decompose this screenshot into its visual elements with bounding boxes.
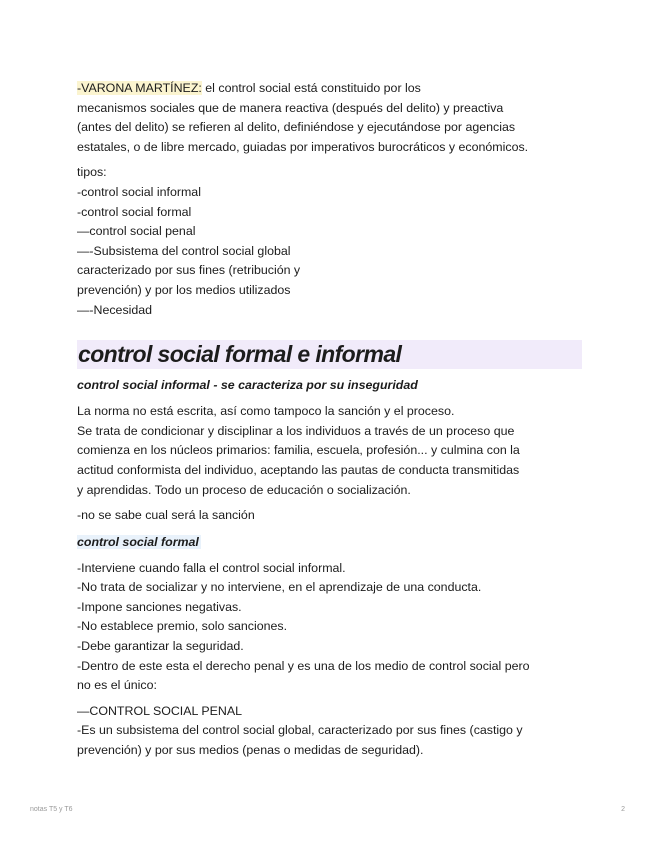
footer-title: notas T5 y T6 xyxy=(30,806,73,813)
subheading-informal: control social informal - se caracteriza por su inseguridad xyxy=(77,378,418,393)
list-line: -No trata de socializar y no interviene, en el aprendizaje de una conducta. xyxy=(77,580,482,595)
list-line: -Dentro de este esta el derecho penal y es una de los medio de control social pero xyxy=(77,658,530,673)
page-number: 2 xyxy=(621,806,625,813)
paragraph-line: —CONTROL SOCIAL PENAL xyxy=(77,703,243,718)
paragraph-line: estatales, o de libre mercado, guiadas por imperativos burocráticos y económicos. xyxy=(77,139,529,154)
list-line: -control social formal xyxy=(77,204,192,219)
paragraph-line: La norma no está escrita, así como tampoco la sanción y el proceso. xyxy=(77,404,455,419)
list-line: -control social informal xyxy=(77,184,201,199)
highlighted-subheading: control social formal xyxy=(77,534,199,549)
list-line: no es el único: xyxy=(77,678,157,693)
document-body xyxy=(77,79,582,761)
heading-control-social: control social formal e informal xyxy=(77,340,582,369)
paragraph-line: mecanismos sociales que de manera reactiva (después del delito) y preactiva xyxy=(77,100,504,115)
subheading-formal xyxy=(77,533,582,552)
paragraph-line: Se trata de condicionar y disciplinar a los individuos a través de un proceso que xyxy=(77,423,515,438)
paragraph-penal xyxy=(77,702,582,761)
list-line: -Interviene cuando falla el control social informal. xyxy=(77,560,346,575)
list-line: prevención) y por los medios utilizados xyxy=(77,282,291,297)
paragraph-sancion xyxy=(77,506,582,526)
paragraph-line: comienza en los núcleos primarios: familia, escuela, profesión... y culmina con la xyxy=(77,443,520,458)
highlighted-author: -VARONA MARTÍNEZ: xyxy=(77,81,202,95)
list-line: caracterizado por sus fines (retribución y xyxy=(77,263,301,278)
paragraph-formal xyxy=(77,559,582,696)
paragraph-line: y aprendidas. Todo un proceso de educación o socialización. xyxy=(77,482,411,497)
list-line: —control social penal xyxy=(77,224,196,239)
paragraph-line: -Es un subsistema del control social global, caracterizado por sus fines (castigo y xyxy=(77,723,523,738)
paragraph-line xyxy=(77,79,582,99)
paragraph-informal xyxy=(77,402,582,500)
paragraph-text: el control social está constituido por los xyxy=(201,81,421,95)
paragraph-line: -no se sabe cual será la sanción xyxy=(77,508,255,523)
list-line: -No establece premio, solo sanciones. xyxy=(77,619,288,634)
list-line: —-Necesidad xyxy=(77,302,153,317)
paragraph-line: actitud conformista del individuo, aceptando las pautas de conducta transmitidas xyxy=(77,462,520,477)
paragraph-line: prevención) y por sus medios (penas o medidas de seguridad). xyxy=(77,743,424,758)
list-line: —-Subsistema del control social global xyxy=(77,243,291,258)
paragraph-tipos xyxy=(77,163,582,320)
list-line: -Debe garantizar la seguridad. xyxy=(77,639,244,654)
paragraph-varona xyxy=(77,79,582,157)
list-line: tipos: xyxy=(77,165,107,180)
paragraph-line: (antes del delito) se refieren al delito, definiéndose y ejecutándose por agencias xyxy=(77,120,516,135)
list-line: -Impone sanciones negativas. xyxy=(77,599,242,614)
